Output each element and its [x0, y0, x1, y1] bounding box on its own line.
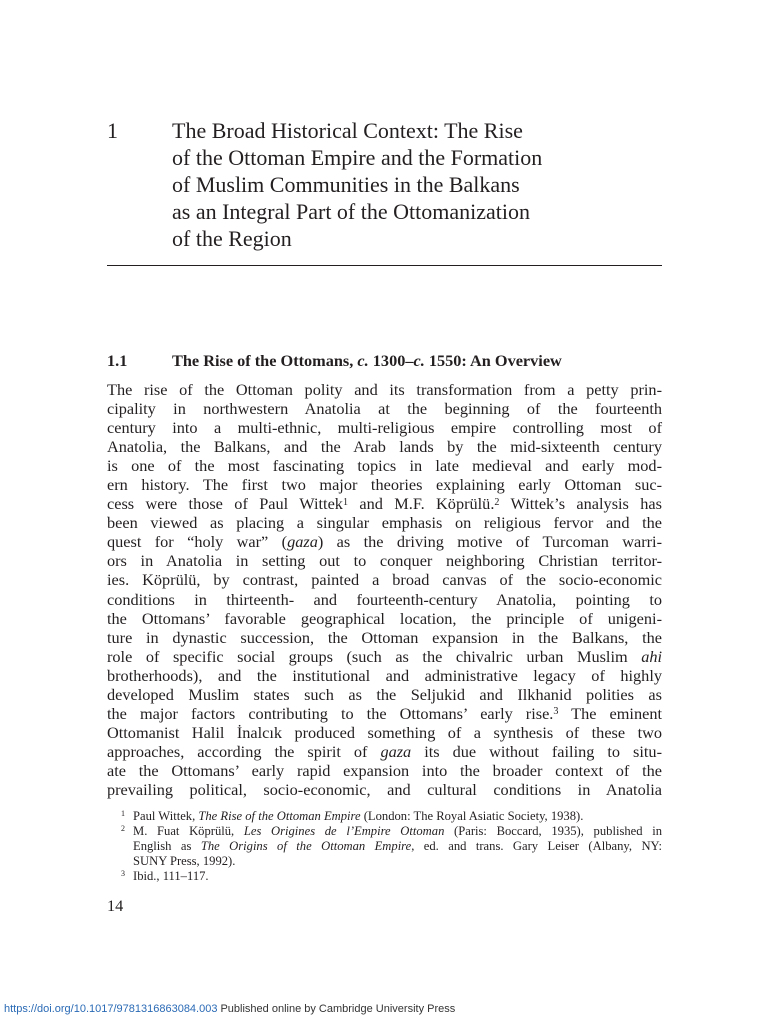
line-text [107, 609, 662, 628]
text-run: ture in dynastic succession, the Ottoman expansion in the Balkans, the [107, 627, 662, 647]
text-line [107, 399, 662, 418]
text-line [133, 824, 662, 839]
chapter-title [172, 117, 662, 252]
line-text [107, 532, 662, 551]
line-text [107, 513, 662, 532]
italic-text: gaza [380, 741, 412, 761]
footnote-reference: 3 [553, 706, 559, 718]
text-run: and M.F. Köprülü. [348, 494, 495, 514]
text-run: brotherhoods), and the institutional and administrative legacy of highly [107, 665, 662, 685]
line-text [107, 399, 662, 418]
line-text [133, 809, 583, 823]
text-run: ors in Anatolia in setting out to conquer neighboring Christian territor- [107, 551, 662, 571]
text-run: the Ottomans’ favorable geographical location, the principle of unigeni- [107, 608, 662, 628]
text-run: its due without failing to situ- [411, 741, 662, 761]
text-line [107, 437, 662, 456]
text-line [107, 609, 662, 628]
text-run: role of specific social groups (such as the chivalric urban Muslim [107, 646, 642, 666]
line-text [107, 380, 662, 399]
line-text [107, 590, 662, 609]
text-run: The Rise of the Ottomans, [172, 351, 358, 370]
text-run: , ed. and trans. Gary Leiser (Albany, NY: [411, 839, 662, 853]
text-run: ern history. The first two major theories explaining early Ottoman suc- [107, 475, 662, 495]
text-run: conditions in thirteenth- and fourteenth-century Anatolia, pointing to [107, 589, 662, 609]
footnote-reference: 1 [342, 496, 348, 508]
line-text [107, 456, 662, 475]
chapter-title-line: of the Region [172, 226, 292, 251]
chapter-title-line: as an Integral Part of the Ottomanization [172, 199, 530, 224]
text-run: 1550: An Overview [424, 351, 562, 370]
text-run: Ottomanist Halil İnalcık produced something of a synthesis of these two [107, 722, 662, 742]
line-text [107, 437, 662, 456]
section-number: 1.1 [107, 351, 128, 370]
italic-text: The Origins of the Ottoman Empire [200, 839, 412, 853]
text-line [107, 647, 662, 666]
text-run: The eminent [558, 703, 662, 723]
line-text [107, 742, 662, 761]
publisher-note: Published online by Cambridge University Press [220, 1003, 456, 1015]
text-line [107, 590, 662, 609]
text-run: The rise of the Ottoman polity and its transformation from a petty prin- [107, 380, 662, 399]
italic-text: ahi [641, 646, 662, 666]
text-run: is one of the most fascinating topics in late medieval and early mod- [107, 456, 662, 476]
chapter-number: 1 [107, 118, 118, 143]
section-title [172, 351, 662, 371]
text-line [107, 666, 662, 685]
text-run: ) as the driving motive of Turcoman warri- [317, 532, 662, 552]
footnote [107, 824, 662, 869]
doi-link[interactable]: https://doi.org/10.1017/9781316863084.003 [4, 1003, 218, 1015]
footnote-number: 2 [121, 824, 125, 833]
line-text [107, 570, 662, 589]
text-run: (London: The Royal Asiatic Society, 1938). [360, 809, 584, 823]
line-text [133, 824, 662, 838]
line-text [107, 628, 662, 647]
text-run: century into a multi-ethnic, multi-religious empire controlling most of [107, 418, 662, 438]
text-line [107, 761, 662, 780]
text-run: Ibid., 111–117. [133, 869, 209, 883]
line-text [107, 494, 662, 513]
footnote-text [133, 809, 662, 824]
text-run: SUNY Press, 1992). [133, 854, 236, 868]
line-text [107, 723, 662, 742]
text-line [133, 854, 662, 869]
text-run: English as [133, 839, 201, 853]
text-run: approaches, according the spirit of [107, 741, 381, 761]
line-text [133, 839, 662, 853]
chapter-title-line: of Muslim Communities in the Balkans [172, 172, 520, 197]
publication-footer [4, 1002, 455, 1016]
footnote-number: 1 [121, 809, 125, 818]
footnotes [107, 809, 662, 884]
chapter-title-line: of the Ottoman Empire and the Formation [172, 145, 543, 170]
italic-text: c. [413, 351, 425, 370]
footnote-text [133, 824, 662, 869]
line-text [107, 475, 662, 494]
footnote-reference: 2 [494, 496, 500, 508]
italic-text: c. [357, 351, 369, 370]
line-text [107, 761, 662, 780]
text-run: ies. Köprülü, by contrast, painted a broad canvas of the socio-economic [107, 570, 662, 590]
line-text [107, 685, 662, 704]
text-line [107, 494, 662, 513]
text-line [107, 628, 662, 647]
footnote-number: 3 [121, 869, 125, 878]
footnote-text [133, 869, 662, 884]
text-line [107, 551, 662, 570]
italic-text: gaza [287, 532, 318, 552]
line-text [107, 780, 662, 799]
text-run: prevailing political, socio-economic, and cultural conditions in Anatolia [107, 779, 662, 799]
text-run: Wittek’s analysis has [499, 494, 662, 514]
text-run: (Paris: Boccard, 1935), published in [444, 824, 662, 838]
text-line [133, 839, 662, 854]
text-run: quest for “holy war” ( [107, 532, 288, 552]
text-run: cess were those of Paul Wittek [107, 494, 343, 514]
text-run: developed Muslim states such as the Seljukid and Ilkhanid polities as [107, 684, 662, 704]
text-line [107, 418, 662, 437]
body-paragraph [107, 380, 662, 799]
text-line [107, 532, 662, 551]
text-run: ate the Ottomans’ early rapid expansion into the broader context of the [107, 760, 662, 780]
text-line [133, 869, 662, 884]
text-run: cipality in northwestern Anatolia at the beginning of the fourteenth [107, 399, 662, 419]
footnote [107, 869, 662, 884]
text-line [107, 513, 662, 532]
text-run: M. Fuat Köprülü, [133, 824, 244, 838]
footnote [107, 809, 662, 824]
text-line [107, 780, 662, 799]
text-run: the major factors contributing to the Ottomans’ early rise. [107, 703, 554, 723]
text-line [107, 456, 662, 475]
text-line [107, 742, 662, 761]
text-line [107, 685, 662, 704]
italic-text: The Rise of the Ottoman Empire [198, 809, 361, 823]
line-text [133, 854, 235, 868]
text-line [107, 723, 662, 742]
line-text [107, 704, 662, 723]
line-text [107, 647, 662, 666]
text-line [107, 570, 662, 589]
text-line [107, 704, 662, 723]
text-run: been viewed as placing a singular emphasis on religious fervor and the [107, 513, 662, 533]
italic-text: Les Origines de l’Empire Ottoman [243, 824, 445, 838]
text-line [107, 380, 662, 399]
text-run: Paul Wittek, [133, 809, 199, 823]
text-line [133, 809, 662, 824]
line-text [107, 666, 662, 685]
page-number: 14 [107, 896, 124, 915]
line-text [107, 418, 662, 437]
text-line [107, 475, 662, 494]
text-run: 1300– [368, 351, 414, 370]
text-run: Anatolia, the Balkans, and the Arab lands by the mid-sixteenth century [107, 437, 662, 457]
chapter-title-line: The Broad Historical Context: The Rise [172, 118, 523, 143]
line-text [107, 551, 662, 570]
line-text [133, 869, 209, 883]
chapter-divider-rule [107, 265, 662, 266]
